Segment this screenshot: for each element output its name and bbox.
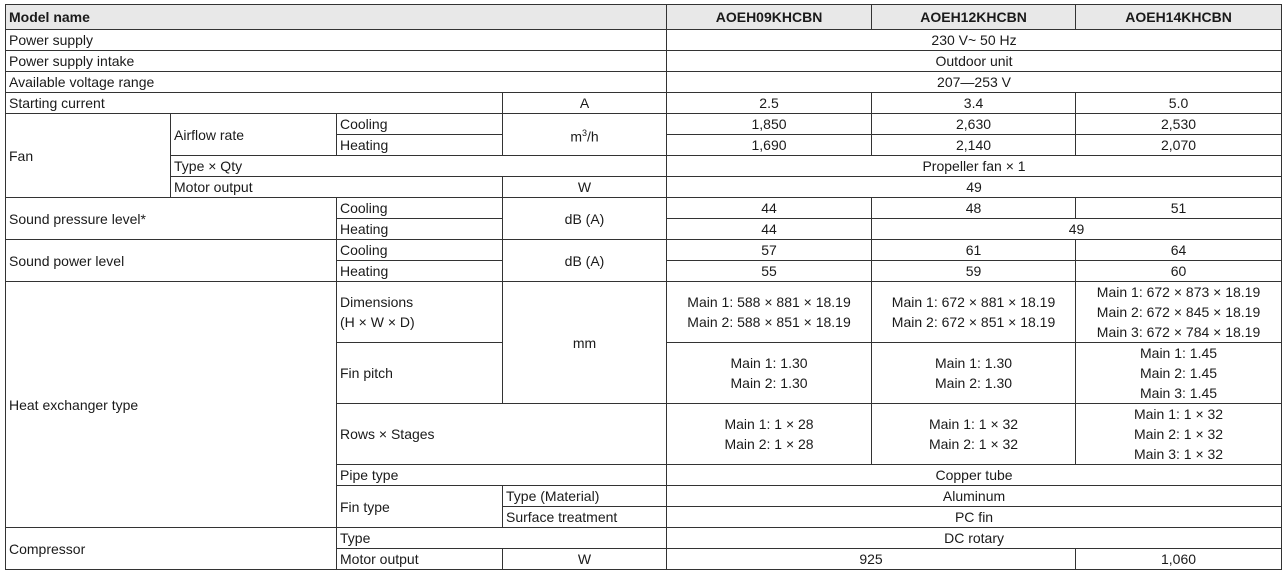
value-cell: 48 — [872, 198, 1076, 219]
mode-label: Cooling — [337, 240, 503, 261]
value-cell: 2,070 — [1076, 135, 1282, 156]
value-cell: 61 — [872, 240, 1076, 261]
value-cell: 1,690 — [667, 135, 872, 156]
value-cell — [872, 404, 1076, 465]
section-label: Compressor — [6, 528, 337, 570]
value-cell: 44 — [667, 219, 872, 240]
mode-label: Heating — [337, 261, 503, 282]
sub-label: Surface treatment — [503, 507, 667, 528]
unit-cell: dB (A) — [503, 240, 667, 282]
value-cell — [1076, 343, 1282, 404]
value-line: Main 3: 672 × 784 × 18.19 — [1096, 324, 1261, 340]
value-cell: 49 — [667, 177, 1282, 198]
unit-base: m — [570, 128, 582, 145]
model-2-header: AOEH12KHCBN — [872, 5, 1076, 30]
value-cell: 49 — [872, 219, 1282, 240]
value-line: Main 2: 588 × 851 × 18.19 — [687, 314, 851, 330]
table-row — [6, 51, 1282, 72]
table-row — [6, 156, 1282, 177]
power-intake-value: Outdoor unit — [667, 51, 1282, 72]
value-cell: DC rotary — [667, 528, 1282, 549]
table-row — [6, 72, 1282, 93]
mode-label: Cooling — [337, 114, 503, 135]
value-cell: Aluminum — [667, 486, 1282, 507]
mode-label: Cooling — [337, 198, 503, 219]
value-cell: 2,140 — [872, 135, 1076, 156]
voltage-range-value: 207—253 V — [667, 72, 1282, 93]
value-cell: 51 — [1076, 198, 1282, 219]
unit-suffix: /h — [587, 128, 599, 145]
model-1-header: AOEH09KHCBN — [667, 5, 872, 30]
value-cell — [667, 282, 872, 343]
mode-label: Heating — [337, 135, 503, 156]
row-label: Power supply intake — [6, 51, 667, 72]
value-line: Main 1: 672 × 881 × 18.19 — [891, 294, 1056, 310]
row-label: Type × Qty — [171, 156, 667, 177]
value-cell: 5.0 — [1076, 93, 1282, 114]
value-line: Main 2: 1.45 — [1140, 365, 1218, 381]
row-label: Sound pressure level* — [6, 198, 337, 240]
dimensions-label-units: (H × W × D) — [340, 314, 415, 330]
table-row — [6, 528, 1282, 549]
header-row — [6, 5, 1282, 30]
row-label: Fin type — [337, 486, 503, 528]
value-cell: Propeller fan × 1 — [667, 156, 1282, 177]
sub-label: Type (Material) — [503, 486, 667, 507]
unit-cell: W — [503, 549, 667, 570]
row-label: Motor output — [337, 549, 503, 570]
value-line: Main 2: 1 × 28 — [724, 436, 814, 452]
row-label: Type — [337, 528, 667, 549]
model-name-header: Model name — [6, 5, 667, 30]
value-line: Main 3: 1.45 — [1140, 385, 1218, 401]
table-row — [6, 198, 1282, 219]
value-line: Main 2: 1.30 — [730, 375, 808, 391]
value-line: Main 2: 672 × 851 × 18.19 — [891, 314, 1056, 330]
unit-cell: A — [503, 93, 667, 114]
value-cell: 3.4 — [872, 93, 1076, 114]
value-line: Main 2: 672 × 845 × 18.19 — [1096, 304, 1261, 320]
value-line: Main 2: 1.30 — [935, 375, 1013, 391]
model-3-header: AOEH14KHCBN — [1076, 5, 1282, 30]
value-cell: 2,630 — [872, 114, 1076, 135]
row-label: Pipe type — [337, 465, 667, 486]
table-row — [6, 240, 1282, 261]
unit-cell: W — [503, 177, 667, 198]
value-line: Main 3: 1 × 32 — [1133, 446, 1224, 462]
value-cell — [1076, 404, 1282, 465]
value-cell: 64 — [1076, 240, 1282, 261]
value-cell: 57 — [667, 240, 872, 261]
row-label: Sound power level — [6, 240, 337, 282]
power-supply-value: 230 V~ 50 Hz — [667, 30, 1282, 51]
value-cell — [667, 404, 872, 465]
value-line: Main 1: 1.30 — [730, 355, 808, 371]
table-row — [6, 30, 1282, 51]
section-label: Heat exchanger type — [6, 282, 337, 528]
value-cell: 1,060 — [1076, 549, 1282, 570]
row-label: Motor output — [171, 177, 503, 198]
section-label: Fan — [6, 114, 171, 198]
value-line: Main 1: 1 × 32 — [1133, 406, 1224, 422]
value-line: Main 1: 1.30 — [935, 355, 1013, 371]
value-cell: 2.5 — [667, 93, 872, 114]
unit-superscript: 3 — [582, 127, 588, 138]
unit-cell: dB (A) — [503, 198, 667, 240]
mode-label: Heating — [337, 219, 503, 240]
row-label: Fin pitch — [337, 343, 503, 404]
value-cell: 55 — [667, 261, 872, 282]
value-line: Main 1: 1 × 32 — [928, 416, 1019, 432]
row-label — [337, 282, 503, 343]
value-cell — [1076, 282, 1282, 343]
value-cell: 59 — [872, 261, 1076, 282]
unit-cell — [503, 114, 667, 156]
unit-cell: mm — [503, 282, 667, 404]
value-cell — [872, 343, 1076, 404]
value-cell: Copper tube — [667, 465, 1282, 486]
value-line: Main 1: 672 × 873 × 18.19 — [1096, 284, 1261, 300]
value-cell: PC fin — [667, 507, 1282, 528]
value-line: Main 2: 1 × 32 — [928, 436, 1019, 452]
value-cell: 2,530 — [1076, 114, 1282, 135]
row-label: Airflow rate — [171, 114, 337, 156]
table-row — [6, 177, 1282, 198]
value-line: Main 1: 1 × 28 — [724, 416, 814, 432]
value-cell: 44 — [667, 198, 872, 219]
value-line: Main 2: 1 × 32 — [1133, 426, 1224, 442]
value-cell: 925 — [667, 549, 1076, 570]
table-row — [6, 114, 1282, 135]
table-row — [6, 93, 1282, 114]
table-row — [6, 282, 1282, 343]
value-line: Main 1: 588 × 881 × 18.19 — [687, 294, 851, 310]
row-label: Available voltage range — [6, 72, 667, 93]
row-label: Power supply — [6, 30, 667, 51]
value-cell: 60 — [1076, 261, 1282, 282]
value-line: Main 1: 1.45 — [1140, 345, 1218, 361]
row-label: Rows × Stages — [337, 404, 667, 465]
spec-table — [5, 4, 1282, 570]
value-cell — [667, 343, 872, 404]
row-label: Starting current — [6, 93, 503, 114]
dimensions-label: Dimensions — [340, 294, 414, 310]
value-cell: 1,850 — [667, 114, 872, 135]
value-cell — [872, 282, 1076, 343]
